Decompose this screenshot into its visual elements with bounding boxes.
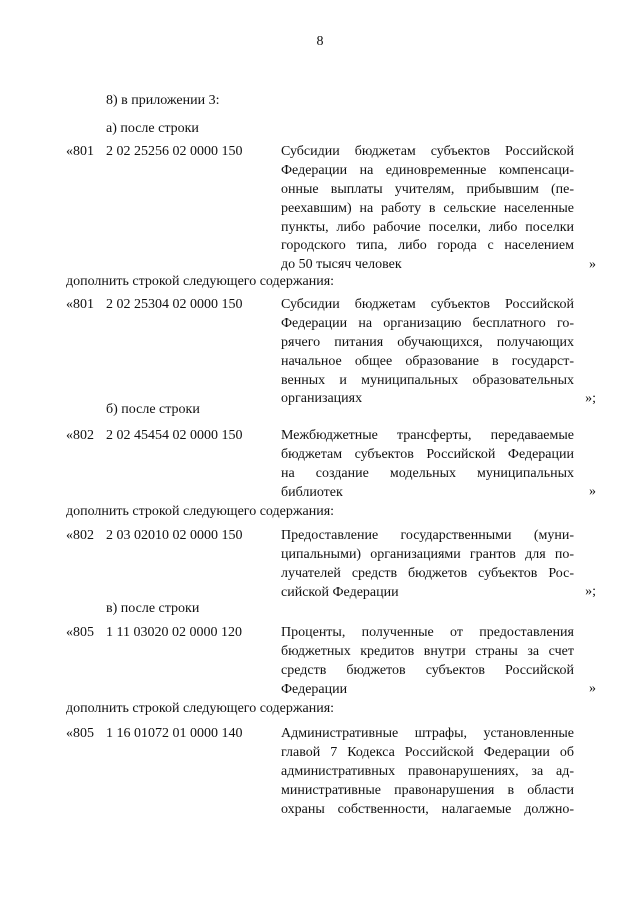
- description-line: городского типа, либо города с населением: [281, 238, 574, 254]
- row-description: [281, 143, 574, 275]
- paragraph: в) после строки: [106, 601, 200, 616]
- row-description: [281, 296, 574, 409]
- budget-code: 2 02 25256 02 0000 150: [106, 144, 243, 159]
- paragraph: дополнить строкой следующего содержания:: [66, 274, 335, 289]
- paragraph: дополнить строкой следующего содержания:: [66, 504, 335, 519]
- description-line: Административные штрафы, установленные: [281, 726, 574, 741]
- row-open-quote: «802: [66, 528, 94, 543]
- row-open-quote: «801: [66, 297, 94, 312]
- budget-code: 2 02 45454 02 0000 150: [106, 428, 243, 443]
- row-description: [281, 624, 574, 700]
- description-line: на создание модельных муниципальных: [281, 465, 574, 481]
- budget-code: 2 03 02010 02 0000 150: [106, 528, 243, 543]
- budget-code: 2 02 25304 02 0000 150: [106, 297, 243, 312]
- description-line: онные выплаты учителям, прибывшим (пе-: [281, 181, 574, 197]
- budget-code: 1 11 03020 02 0000 120: [106, 625, 242, 640]
- description-line: Субсидии бюджетам субъектов Российской: [281, 144, 574, 159]
- description-line: Предоставление государственными (муни-: [281, 528, 574, 543]
- description-line: Межбюджетные трансферты, передаваемые: [281, 428, 574, 443]
- description-line: бюджетам субъектов Российской Федерации: [281, 446, 574, 462]
- row-close-quote: »;: [585, 584, 596, 599]
- description-line: венных и муниципальных образовательных: [281, 372, 574, 388]
- row-description: [281, 725, 574, 819]
- description-line: сийской Федерации: [281, 584, 399, 600]
- description-line: министративные правонарушения в области: [281, 782, 574, 798]
- description-line: Субсидии бюджетам субъектов Российской: [281, 297, 574, 312]
- description-line: организациях: [281, 391, 363, 407]
- row-open-quote: «805: [66, 625, 94, 640]
- description-line: охраны собственности, налагаемые должно-: [281, 801, 574, 817]
- page-number: 8: [316, 34, 324, 49]
- paragraph: дополнить строкой следующего содержания:: [66, 701, 335, 716]
- description-line: реехавшим) на работу в сельские населенные: [281, 200, 574, 216]
- description-line: административных правонарушениях, за ад-: [281, 763, 574, 779]
- description-line: лучателей средств бюджетов субъектов Рос-: [281, 565, 574, 581]
- paragraph: б) после строки: [106, 402, 200, 417]
- row-open-quote: «802: [66, 428, 94, 443]
- budget-code: 1 16 01072 01 0000 140: [106, 726, 243, 741]
- row-description: [281, 527, 574, 603]
- description-line: до 50 тысяч человек: [281, 257, 402, 273]
- description-line: средств бюджетов субъектов Российской: [281, 662, 574, 678]
- paragraph: а) после строки: [106, 121, 199, 136]
- description-line: пункты, либо рабочие поселки, либо поселки: [281, 219, 574, 235]
- description-line: бюджетных кредитов внутри страны за счет: [281, 643, 574, 659]
- row-open-quote: «801: [66, 144, 94, 159]
- description-line: Федерации на организацию бесплатного го-: [281, 315, 574, 331]
- row-description: [281, 427, 574, 503]
- row-close-quote: »: [589, 681, 596, 696]
- paragraph: 8) в приложении 3:: [106, 93, 220, 108]
- description-line: начальное общее образование в государст-: [281, 353, 574, 369]
- row-close-quote: »: [589, 484, 596, 499]
- row-close-quote: »: [589, 257, 596, 272]
- description-line: библиотек: [281, 484, 343, 500]
- row-open-quote: «805: [66, 726, 94, 741]
- description-line: Проценты, полученные от предоставления: [281, 625, 574, 640]
- description-line: Федерации на единовременные компенсаци-: [281, 162, 574, 178]
- row-close-quote: »;: [585, 391, 596, 406]
- description-line: главой 7 Кодекса Российской Федерации об: [281, 744, 574, 760]
- description-line: Федерации: [281, 681, 348, 697]
- description-line: ципальными) организациями грантов для по-: [281, 546, 574, 562]
- description-line: рячего питания обучающихся, получающих: [281, 334, 574, 350]
